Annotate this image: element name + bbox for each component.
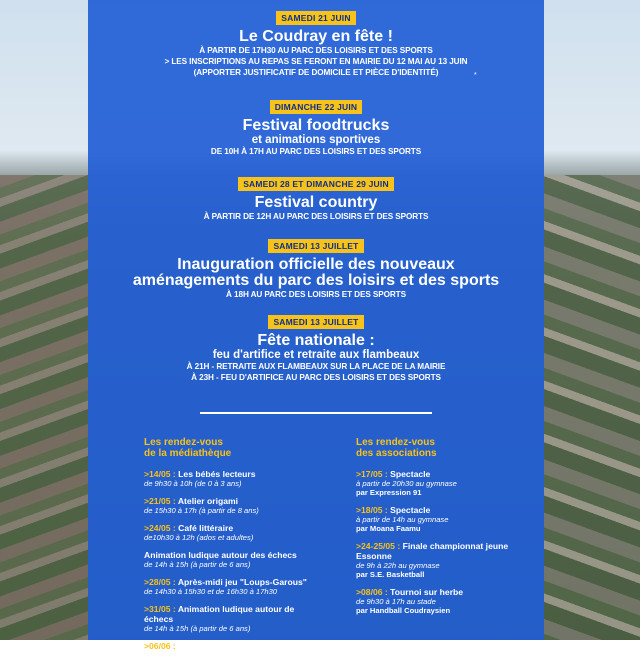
item-date: >21/05 : [144, 496, 178, 506]
item-title: Les bébés lecteurs [178, 469, 256, 479]
list-item [144, 550, 324, 569]
event-subtitle: et animations sportives [251, 134, 381, 146]
event-coudray-en-fete [88, 8, 544, 78]
event-title-line: Inauguration officielle des nouveaux [177, 256, 455, 273]
item-detail: de 14h30 à 15h30 et de 16h30 à 17h30 [144, 587, 278, 596]
event-title: Festival country [254, 194, 378, 211]
event-fete-nationale [88, 312, 544, 383]
item-title: Soirée jeux [178, 641, 225, 651]
event-info-line: À PARTIR DE 17H30 AU PARC DES LOISIRS ET DES SPORTS [199, 46, 433, 55]
heading-line: de la médiathèque [144, 448, 232, 459]
event-info-line: À PARTIR DE 12H AU PARC DES LOISIRS ET DES SPORTS [203, 212, 429, 221]
item-date: >17/05 : [356, 469, 391, 479]
event-date-badge: SAMEDI 13 JUILLET [268, 239, 363, 253]
item-organizer: par S.E. Basketball [356, 570, 425, 579]
item-title: Atelier origami [177, 496, 239, 506]
item-detail: de 15h30 à 17h (à partir de 8 ans) [144, 506, 259, 515]
item-date: >24-25/05 : [356, 541, 403, 551]
event-title: Fête nationale : [257, 332, 375, 349]
item-organizer: par Expression 91 [356, 488, 422, 497]
event-info-line: À 21H - RETRAITE AUX FLAMBEAUX SUR LA PLACE DE LA MAIRIE [186, 362, 446, 371]
star-mark: * [474, 72, 477, 79]
associations-column [356, 437, 536, 623]
item-detail: de 9h à 22h au gymnase [356, 561, 440, 570]
item-detail: de 9h30 à 17h au stade [356, 597, 436, 606]
list-item [144, 604, 324, 633]
heading-line: des associations [356, 448, 437, 459]
associations-heading [356, 437, 536, 459]
item-date: >08/06 : [356, 587, 391, 597]
event-info-line: > LES INSCRIPTIONS AU REPAS SE FERONT EN MAIRIE DU 12 MAI AU 13 JUIN [164, 57, 468, 66]
event-inauguration [88, 236, 544, 300]
item-detail: de 9h30 à 10h (de 0 à 3 ans) [144, 479, 242, 488]
event-date-badge: DIMANCHE 22 JUIN [270, 100, 363, 114]
event-info-line: DE 10H À 17H AU PARC DES LOISIRS ET DES SPORTS [210, 147, 422, 156]
event-festival-foodtrucks [88, 97, 544, 157]
item-title: Animation ludique autour de échecs [144, 604, 295, 624]
list-item [356, 587, 536, 615]
heading-line: Les rendez-vous [356, 437, 435, 448]
event-title: Festival foodtrucks [242, 117, 390, 134]
item-date: >14/05 : [144, 469, 179, 479]
item-title: Après-midi jeu "Loups-Garous" [177, 577, 307, 587]
item-detail: de 14h à 15h (à partir de 6 ans) [144, 624, 251, 633]
event-date-badge: SAMEDI 21 JUIN [276, 11, 355, 25]
aerial-photo-houses-right [544, 175, 640, 640]
list-item [356, 505, 536, 533]
event-info-line: (APPORTER JUSTIFICATIF DE DOMICILE ET PIÈCE D'IDENTITÉ) [193, 68, 439, 77]
item-date: >24/05 : [144, 523, 179, 533]
item-date: >06/06 : [144, 641, 179, 651]
item-title: Animation ludique autour des échecs [144, 550, 297, 560]
events-panel [88, 0, 544, 651]
list-item [144, 523, 324, 542]
item-title: Finale championnat jeune Essonne [356, 541, 509, 561]
event-date-badge: SAMEDI 28 ET DIMANCHE 29 JUIN [238, 177, 394, 191]
heading-line: Les rendez-vous [144, 437, 223, 448]
event-subtitle: feu d'artifice et retraite aux flambeaux [212, 349, 420, 361]
event-info-line: À 23H - FEU D'ARTIFICE AU PARC DES LOISIRS ET DES SPORTS [191, 373, 441, 382]
aerial-photo-houses-left [0, 175, 88, 640]
item-title: Tournoi sur herbe [390, 587, 464, 597]
item-detail: de 14h à 15h (à partir de 6 ans) [144, 560, 251, 569]
list-item [144, 496, 324, 515]
list-item [144, 469, 324, 488]
section-divider [200, 412, 432, 414]
item-title: Spectacle [390, 505, 431, 515]
mediatheque-heading [144, 437, 324, 459]
list-item [144, 577, 324, 596]
item-detail: à partir de 20h30 au gymnase [356, 479, 457, 488]
event-title: Le Coudray en fête ! [239, 28, 393, 45]
item-organizer: par Moana Faamu [356, 524, 421, 533]
event-date-badge: SAMEDI 13 JUILLET [268, 315, 363, 329]
list-item [356, 541, 536, 579]
list-item [356, 469, 536, 497]
item-organizer: par Handball Coudraysien [356, 606, 451, 615]
event-title-line: aménagements du parc des loisirs et des sports [132, 272, 500, 289]
item-detail: de10h30 à 12h (ados et adultes) [144, 533, 254, 542]
item-title: Café littéraire [178, 523, 234, 533]
event-info-line: À 18H AU PARC DES LOISIRS ET DES SPORTS [226, 290, 406, 299]
list-item [144, 641, 324, 651]
item-title: Spectacle [390, 469, 431, 479]
item-date: >18/05 : [356, 505, 391, 515]
item-detail: à partir de 14h au gymnase [356, 515, 449, 524]
event-festival-country [88, 174, 544, 222]
item-date: >28/05 : [144, 577, 178, 587]
item-date: >31/05 : [144, 604, 178, 614]
mediatheque-column [144, 437, 324, 659]
